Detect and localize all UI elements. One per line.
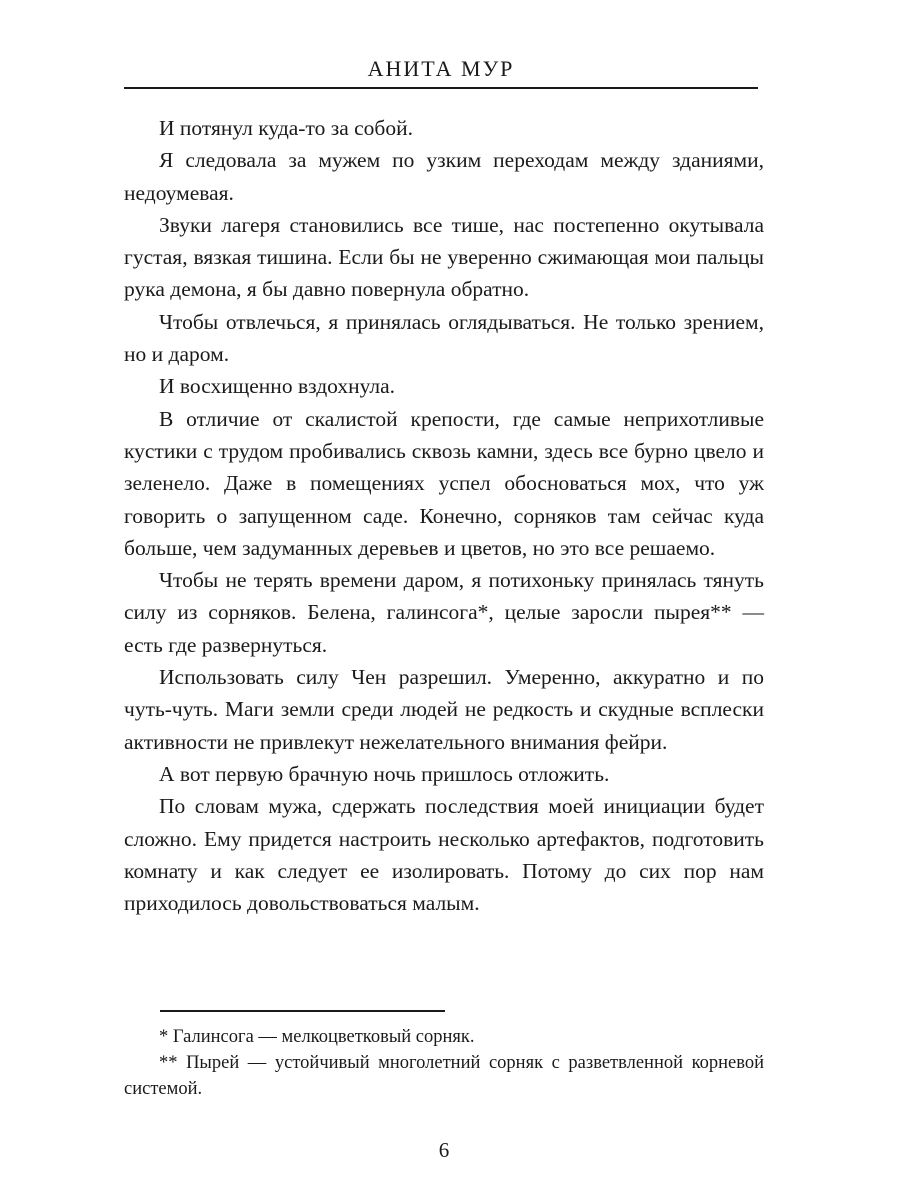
paragraph: В отличие от скалистой крепости, где самые неприхотливые кустики с трудом пробивались сквозь камни, здесь все бурно цвело и зеленело. Даже в помещениях успел обосноваться мох, что уж говорить о запущенном саде. Конечно, сорняков там сейчас куда больше, чем задуманных деревьев и цветов, но это все решаемо. — [124, 406, 764, 560]
header-rule — [124, 87, 758, 89]
paragraph: Звуки лагеря становились все тише, нас постепенно окутывала густая, вязкая тишина. Если бы не уверенно сжимающая мои пальцы рука демона, я бы давно повернула обратно. — [124, 212, 764, 302]
footnote: ** Пырей — устойчивый многолетний сорняк с разветвленной корневой системой. — [124, 1053, 764, 1099]
footnote-separator — [160, 1010, 445, 1012]
page-number: 6 — [438, 1138, 450, 1162]
footnotes — [124, 1024, 764, 1102]
paragraph: И восхищенно вздохнула. — [159, 374, 396, 399]
footnote: * Галинсога — мелкоцветковый сорняк. — [159, 1027, 475, 1047]
paragraph: А вот первую брачную ночь пришлось отложить. — [159, 761, 610, 786]
paragraph: Использовать силу Чен разрешил. Умеренно, аккуратно и по чуть-чуть. Маги земли среди людей не редкость и скудные всплески активности не привлекут нежелательного внимания фейри. — [124, 665, 764, 754]
paragraph: По словам мужа, сдержать последствия моей инициации будет сложно. Ему придется настроить несколько артефактов, подготовить комнату и как следует ее изолировать. Потому до сих пор нам приходилось довольствоваться малым. — [124, 794, 764, 916]
body-text — [124, 112, 764, 919]
running-head-author: АНИТА МУР — [367, 56, 515, 81]
paragraph: И потянул куда-то за собой. — [159, 116, 413, 140]
paragraph: Чтобы отвлечься, я принялась оглядываться. Не только зрением, но и даром. — [124, 309, 764, 367]
paragraph: Я следовала за мужем по узким переходам между зданиями, недоумевая. — [124, 148, 764, 205]
paragraph: Чтобы не терять времени даром, я потихоньку принялась тянуть силу из сорняков. Белена, галинсога*, целые заросли пырея** — есть где развернуться. — [124, 568, 764, 657]
